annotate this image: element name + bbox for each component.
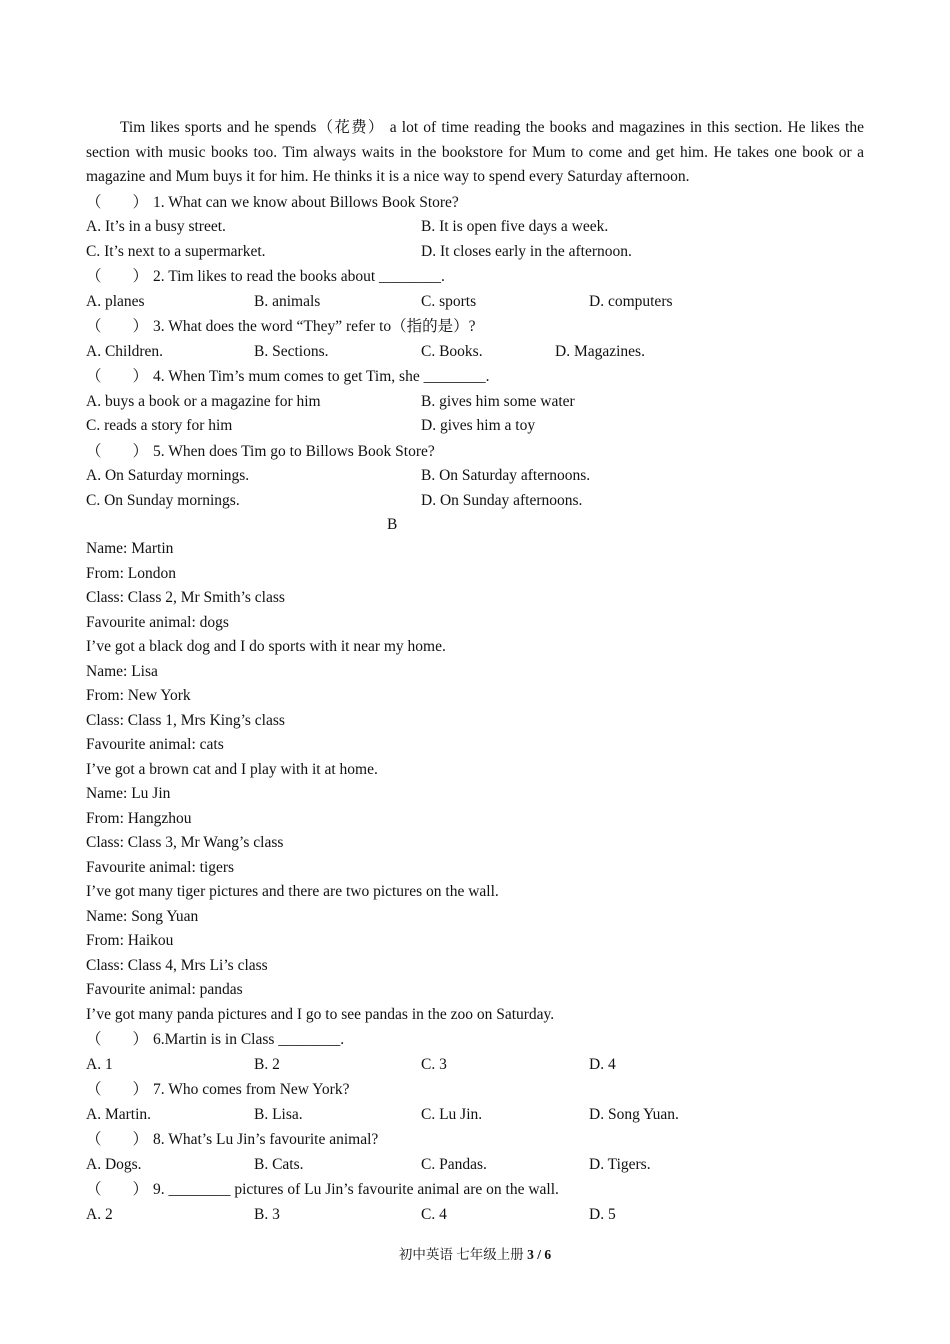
option-c: C. Books. <box>421 342 483 360</box>
profile-animal: Favourite animal: pandas <box>86 981 243 998</box>
question-stem: 1. What can we know about Billows Book Store? <box>153 193 459 211</box>
profile-from: From: Hangzhou <box>86 809 192 827</box>
option-c: C. reads a story for him <box>86 417 233 434</box>
question-5-options-row-2 <box>86 489 864 514</box>
answer-blank: （ ） <box>86 442 149 460</box>
option-a: A. 2 <box>86 1205 113 1223</box>
answer-blank: （ ） <box>86 193 149 211</box>
option-b: B. gives him some water <box>421 392 575 410</box>
answer-blank: （ ） <box>86 318 149 335</box>
option-b: B. On Saturday afternoons. <box>421 467 591 484</box>
answer-blank: （ ） <box>86 1031 149 1048</box>
question-stem: 8. What’s Lu Jin’s favourite animal? <box>153 1131 379 1148</box>
option-c: C. On Sunday mornings. <box>86 491 240 509</box>
option-a: A. On Saturday mornings. <box>86 467 250 484</box>
profile-class: Class: Class 1, Mrs King’s class <box>86 711 285 729</box>
option-d: D. Magazines. <box>555 342 645 360</box>
answer-blank: （ ） <box>86 368 149 385</box>
option-d: D. 5 <box>589 1205 616 1223</box>
section-b-heading <box>86 513 864 537</box>
question-1 <box>86 190 864 216</box>
question-1-options-row-2 <box>86 240 864 265</box>
profile-from: From: New York <box>86 687 191 704</box>
option-d: D. Song Yuan. <box>589 1105 679 1123</box>
profile-name: Name: Song Yuan <box>86 907 199 925</box>
question-6-options <box>86 1053 864 1078</box>
question-stem: 2. Tim likes to read the books about ________. <box>153 268 445 285</box>
page-footer <box>0 1245 950 1265</box>
answer-blank: （ ） <box>86 1181 149 1198</box>
option-b: B. animals <box>254 292 321 310</box>
profile-animal: Favourite animal: tigers <box>86 858 235 876</box>
option-c: C. Pandas. <box>421 1155 487 1173</box>
option-d: D. computers <box>589 292 673 310</box>
option-d: D. It closes early in the afternoon. <box>421 242 632 260</box>
answer-blank: （ ） <box>86 268 149 285</box>
question-5-options-row-1 <box>86 464 864 489</box>
option-d: D. gives him a toy <box>421 417 536 434</box>
page-number: 3 / 6 <box>527 1247 552 1262</box>
question-stem: 9. ________ pictures of Lu Jin’s favourite animal are on the wall. <box>153 1181 559 1198</box>
option-a: A. Martin. <box>86 1105 152 1123</box>
question-stem: 7. Who comes from New York? <box>153 1081 350 1098</box>
answer-blank: （ ） <box>86 1131 149 1148</box>
question-8 <box>86 1127 864 1153</box>
option-d: D. On Sunday afternoons. <box>421 491 583 509</box>
question-8-options <box>86 1153 864 1178</box>
question-7-options <box>86 1103 864 1128</box>
profile-note: I’ve got a black dog and I do sports with it near my home. <box>86 638 446 655</box>
option-c: C. 4 <box>421 1205 447 1223</box>
question-2-options <box>86 290 864 315</box>
option-a: A. Children. <box>86 342 164 360</box>
question-4-options-row-2 <box>86 414 864 439</box>
question-4 <box>86 364 864 390</box>
worksheet-content <box>86 116 864 1227</box>
question-5 <box>86 439 864 465</box>
option-c: C. 3 <box>421 1055 447 1073</box>
option-d: D. Tigers. <box>589 1155 651 1173</box>
question-3 <box>86 314 864 340</box>
profile-from: From: London <box>86 564 176 582</box>
footer-subject: 初中英语 七年级上册 <box>398 1247 528 1262</box>
profile-name: Name: Lu Jin <box>86 785 171 802</box>
option-b: B. 3 <box>254 1205 280 1223</box>
question-stem: 4. When Tim’s mum comes to get Tim, she ________. <box>153 368 490 385</box>
profile-class: Class: Class 2, Mr Smith’s class <box>86 589 285 606</box>
question-2 <box>86 264 864 290</box>
profile-from: From: Haikou <box>86 932 174 949</box>
option-a: A. buys a book or a magazine for him <box>86 392 321 410</box>
question-7 <box>86 1077 864 1103</box>
option-b: B. 2 <box>254 1055 280 1073</box>
option-b: B. It is open five days a week. <box>421 218 609 235</box>
question-stem: 6.Martin is in Class ________. <box>153 1031 345 1048</box>
answer-blank: （ ） <box>86 1081 149 1098</box>
option-b: B. Lisa. <box>254 1105 303 1123</box>
profile-note: I’ve got a brown cat and I play with it at home. <box>86 760 378 778</box>
passage-a-paragraph: Tim likes sports and he spends（花费） a lot of time reading the books and magazines in this section. He likes the section with music books too. Tim always waits in the bookstore for Mum to come and get him. He takes one book or a magazine and Mum buys it for him. He thinks it is a nice way to spend every Saturday afternoon. <box>86 119 864 185</box>
question-stem: 3. What does the word “They” refer to（指的是）? <box>153 318 476 335</box>
option-a: A. 1 <box>86 1055 113 1073</box>
option-b: B. Cats. <box>254 1155 304 1173</box>
question-stem: 5. When does Tim go to Billows Book Store? <box>153 442 435 460</box>
profile-note: I’ve got many tiger pictures and there are two pictures on the wall. <box>86 883 499 900</box>
option-c: C. Lu Jin. <box>421 1105 483 1123</box>
question-6 <box>86 1027 864 1053</box>
profile-name: Name: Lisa <box>86 662 158 680</box>
profile-class: Class: Class 3, Mr Wang’s class <box>86 834 284 851</box>
question-3-options <box>86 340 864 365</box>
section-label: B <box>387 516 398 533</box>
question-4-options-row-1 <box>86 390 864 415</box>
profile-animal: Favourite animal: cats <box>86 736 224 753</box>
option-a: A. It’s in a busy street. <box>86 218 226 235</box>
option-a: A. planes <box>86 292 145 310</box>
option-c: C. sports <box>421 292 477 310</box>
option-c: C. It’s next to a supermarket. <box>86 242 266 260</box>
profile-class: Class: Class 4, Mrs Li’s class <box>86 956 268 974</box>
profile-animal: Favourite animal: dogs <box>86 613 229 631</box>
question-9-options <box>86 1203 864 1228</box>
option-b: B. Sections. <box>254 342 329 360</box>
question-1-options-row-1 <box>86 215 864 240</box>
option-a: A. Dogs. <box>86 1155 142 1173</box>
question-9 <box>86 1177 864 1203</box>
option-d: D. 4 <box>589 1055 616 1073</box>
profile-note: I’ve got many panda pictures and I go to see pandas in the zoo on Saturday. <box>86 1005 555 1023</box>
profile-name: Name: Martin <box>86 540 174 557</box>
